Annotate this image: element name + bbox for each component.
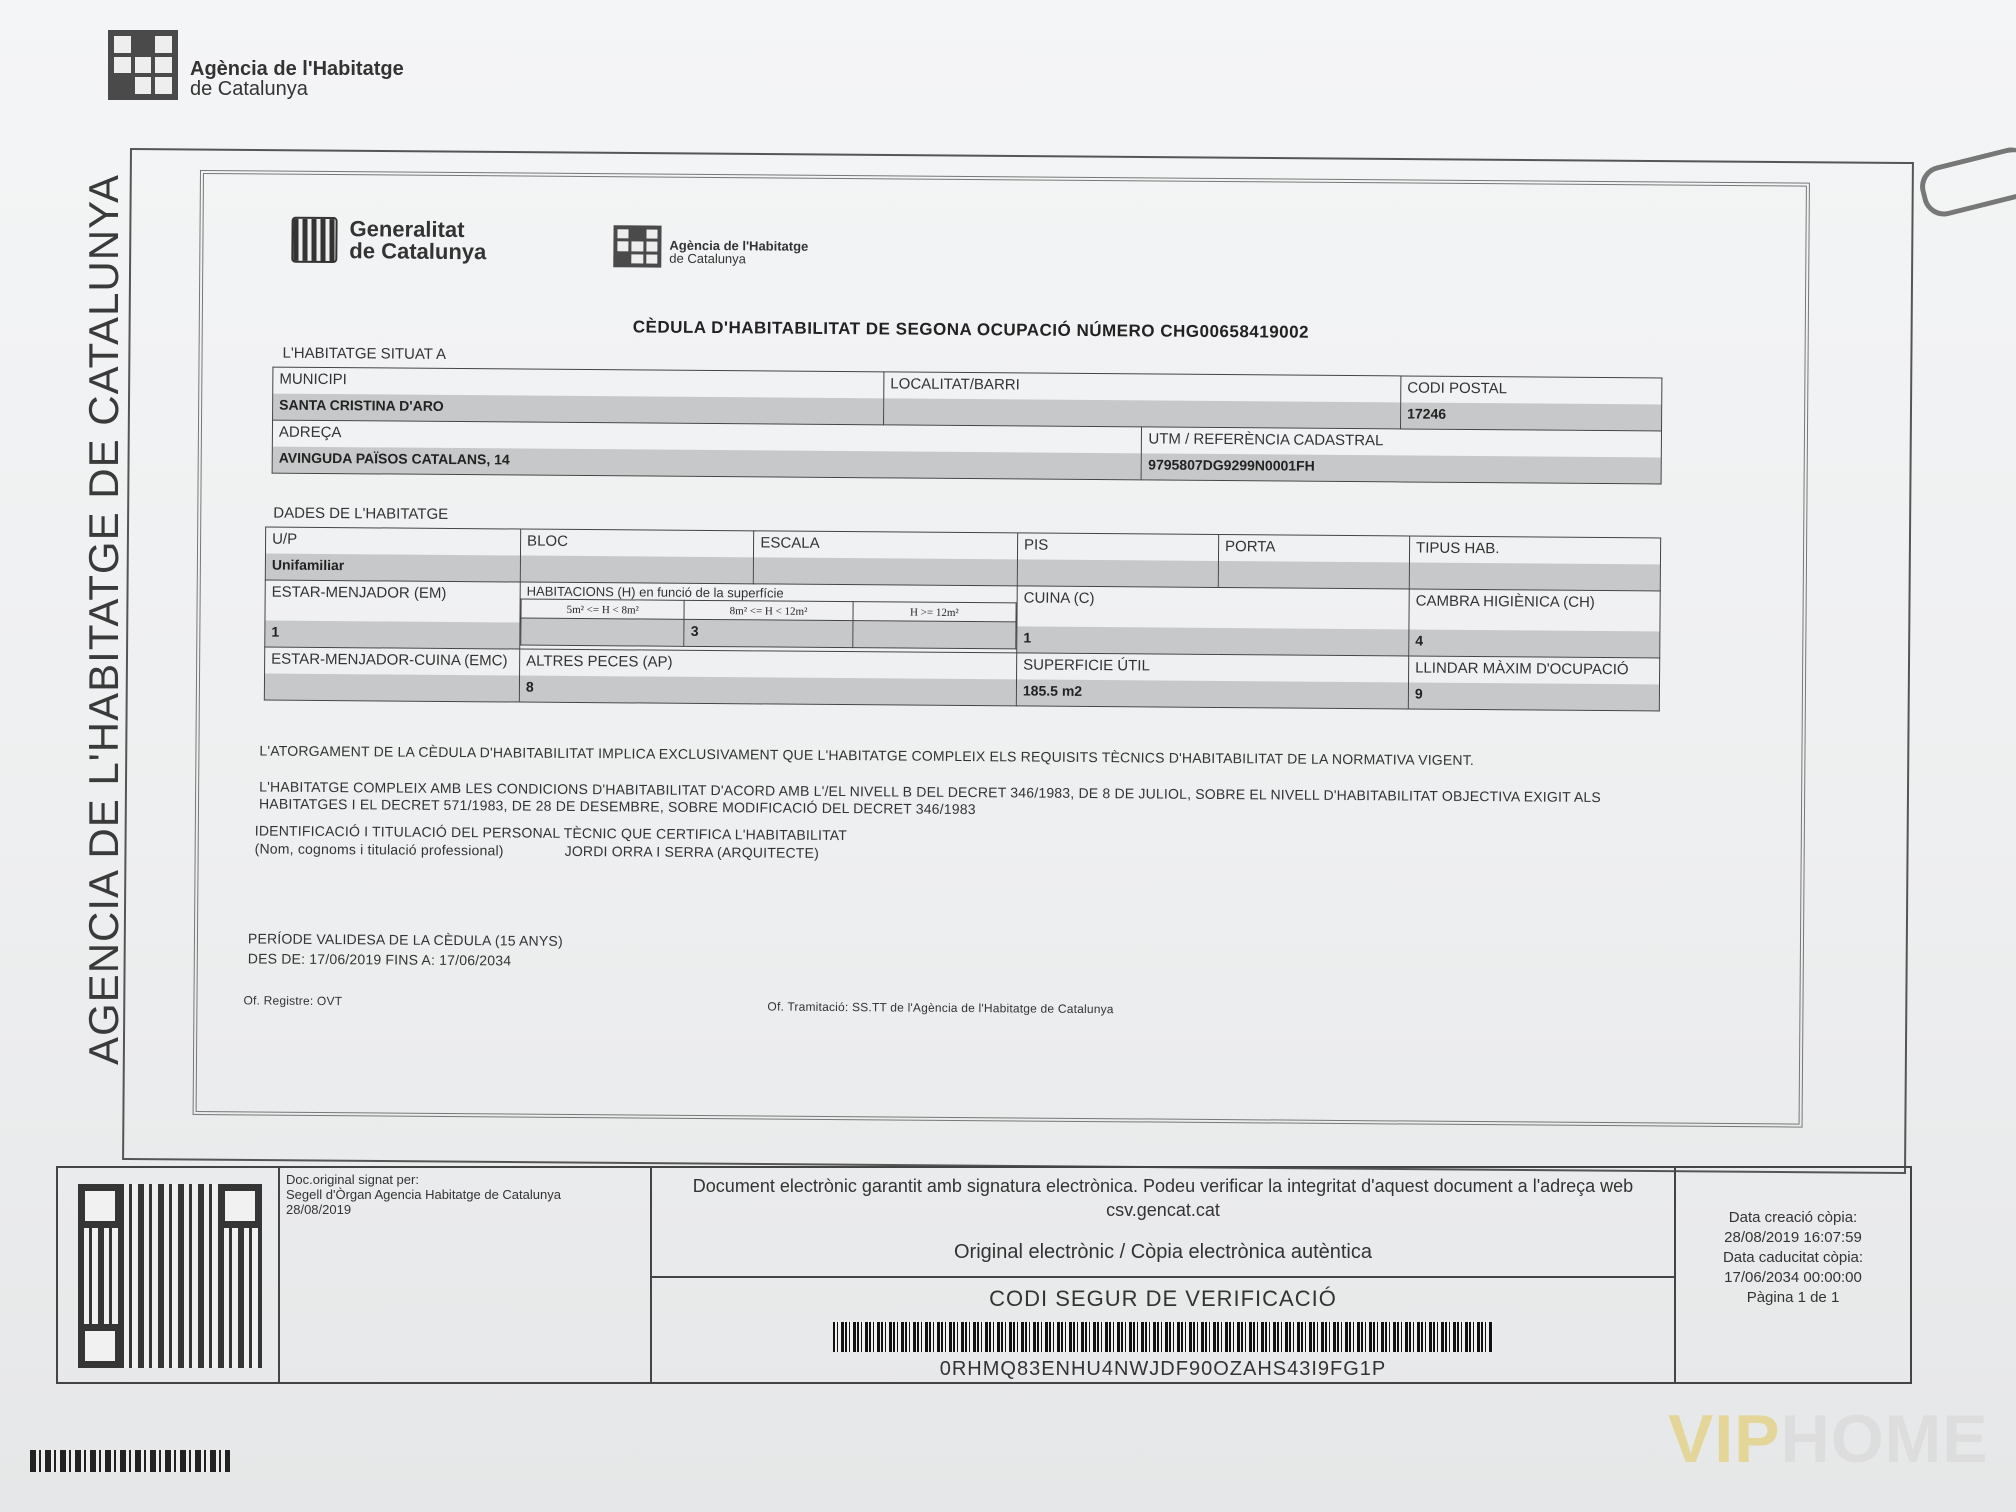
watermark-vip: VIP [1668,1401,1781,1477]
codi-postal-value: 17246 [1401,402,1661,430]
h-large-label: H >= 12m² [909,606,959,619]
adreca-value: AVINGUDA PAÏSOS CATALANS, 14 [273,447,1142,480]
paperclip-icon [1915,143,2016,221]
cuina-label: CUINA (C) [1023,589,1095,608]
validity-label: PERÍODE VALIDESA DE LA CÈDULA (15 ANYS) [247,930,563,949]
escala-label: ESCALA [760,534,820,552]
csv-box [652,1166,1676,1384]
viphome-watermark [1668,1400,1989,1478]
signed-line3: 28/08/2019 [286,1202,352,1217]
qr-code-box [56,1166,280,1384]
habitacions-label: HABITACIONS (H) en funció de la superfície [526,583,784,601]
localitat-value [884,398,1400,428]
llindar-value: 9 [1409,683,1659,711]
dades-label: DADES DE L'HABITATGE [273,504,449,523]
side-title: AGENCIA DE L'HABITATGE DE CATALUNYA [80,174,127,1065]
signed-line2: Segell d'Òrgan Agencia Habitatge de Catalunya [286,1187,561,1202]
h-mid-label: 8m² <= H < 12m² [729,605,808,618]
generalitat-logo [291,217,486,265]
agency-small-line1: Agència de l'Habitatge [669,237,809,254]
superficie-value: 185.5 m2 [1017,679,1408,708]
creation-value: 28/08/2019 16:07:59 [1724,1229,1862,1246]
signature-box [280,1166,652,1384]
pis-label: PIS [1024,536,1049,554]
location-table [272,367,1663,485]
up-label: U/P [272,530,298,548]
h-small-label: 5m² <= H < 8m² [566,603,639,617]
agency-logo-icon [108,30,178,100]
generalitat-line1: Generalitat [349,216,465,243]
em-value: 1 [265,621,519,649]
h-mid-value: 3 [685,620,852,647]
verification-footer [56,1166,1916,1388]
utm-label: UTM / REFERÈNCIA CADASTRAL [1148,430,1384,450]
situat-label: L'HABITATGE SITUAT A [282,344,447,363]
municipi-value: SANTA CRISTINA D'ARO [273,394,883,425]
emc-label: ESTAR-MENJADOR-CUINA (EMC) [271,650,508,670]
certificate-title: CÈDULA D'HABITABILITAT DE SEGONA OCUPACIÓ NÚMERO CHG00658419002 [632,317,1310,342]
tipus-label: TIPUS HAB. [1416,539,1500,558]
up-value: Unifamiliar [266,554,520,582]
generalitat-line2: de Catalunya [349,238,487,265]
barcode-icon [833,1322,1493,1352]
tech-name: JORDI ORRA I SERRA (ARQUITECTE) [564,842,820,861]
cambra-label: CAMBRA HIGIÈNICA (CH) [1415,592,1595,611]
bottom-barcode-icon [30,1450,230,1472]
agency-header-logo [108,30,404,100]
porta-label: PORTA [1225,538,1276,556]
paragraph-condicions: L'HABITATGE COMPLEIX AMB LES CONDICIONS D'HABITABILITAT D'ACORD AMB L'/EL NIVELL B DEL DECRET 346/1983, DE 8 DE JULIOL, SOBRE EL NIVELL D'HABITABILITAT OBJECTIVA EXIGIT ALS HABITATGES I EL DECRET 571/1983, DE 28 DE DESEMBRE, SOBRE MODIFICACIÓ DEL DECRET 346/1983 [258,778,1602,818]
watermark-home: HOME [1780,1401,1989,1477]
superficie-label: SUPERFICIE ÚTIL [1023,656,1150,675]
guarantee-url[interactable]: csv.gencat.cat [1106,1200,1220,1220]
agency-small-line2: de Catalunya [669,250,747,267]
municipi-label: MUNICIPI [279,370,347,389]
page-label: Pàgina 1 de 1 [1746,1289,1840,1306]
tech-label: IDENTIFICACIÓ I TITULACIÓ DEL PERSONAL TÈCNIC QUE CERTIFICA L'HABITABILITAT [254,822,848,844]
localitat-label: LOCALITAT/BARRI [890,375,1020,394]
agency-name-line1: Agència de l'Habitatge [190,58,404,80]
llindar-label: LLINDAR MÀXIM D'OCUPACIÓ [1415,659,1629,679]
paragraph-atorgament: L'ATORGAMENT DE LA CÈDULA D'HABITABILITAT IMPLICA EXCLUSIVAMENT QUE L'HABITATGE COMPLEIX ELS REQUISITS TÈCNICS D'HABITABILITAT DE LA NORMATIVA VIGENT. [259,742,1475,769]
certificate-frame [193,170,1810,1128]
agency-name-line2: de Catalunya [190,78,308,100]
copy-dates-box [1676,1166,1912,1384]
codi-postal-label: CODI POSTAL [1407,379,1508,398]
ap-label: ALTRES PECES (AP) [526,652,673,671]
bloc-label: BLOC [527,532,569,550]
tech-sub-label: (Nom, cognoms i titulació professional) [254,840,504,859]
cambra-value: 4 [1409,630,1659,658]
guarantee-text: Document electrònic garantit amb signatura electrònica. Podeu verificar la integritat d'aquest document a l'adreça web [692,1176,1634,1196]
qr-code-icon[interactable] [78,1184,262,1368]
dwelling-table [264,527,1661,712]
expiry-label: Data caducitat còpia: [1722,1249,1864,1266]
generalitat-emblem-icon [291,217,337,263]
creation-label: Data creació còpia: [1728,1209,1858,1226]
em-label: ESTAR-MENJADOR (EM) [271,583,447,602]
csv-code: 0RHMQ83ENHU4NWJDF90OZAHS43I9FG1P [939,1358,1387,1380]
registre-label: Of. Registre: OVT [243,993,343,1009]
agency-small-logo [613,225,808,269]
expiry-value: 17/06/2034 00:00:00 [1724,1269,1862,1286]
utm-value: 9795807DG9299N0001FH [1142,453,1661,483]
agency-small-logo-icon [613,225,661,267]
signed-line1: Doc.original signat per: [286,1172,419,1187]
cuina-value: 1 [1017,626,1408,655]
validity-dates: DES DE: 17/06/2019 FINS A: 17/06/2034 [247,950,512,969]
adreca-label: ADREÇA [278,423,342,442]
tramitacio-label: Of. Tramitació: SS.TT de l'Agència de l'Habitatge de Catalunya [767,999,1114,1017]
csv-heading: CODI SEGUR DE VERIFICACIÓ [989,1286,1337,1311]
ap-value: 8 [520,676,1016,706]
original-label: Original electrònic / Còpia electrònica autèntica [954,1241,1372,1263]
